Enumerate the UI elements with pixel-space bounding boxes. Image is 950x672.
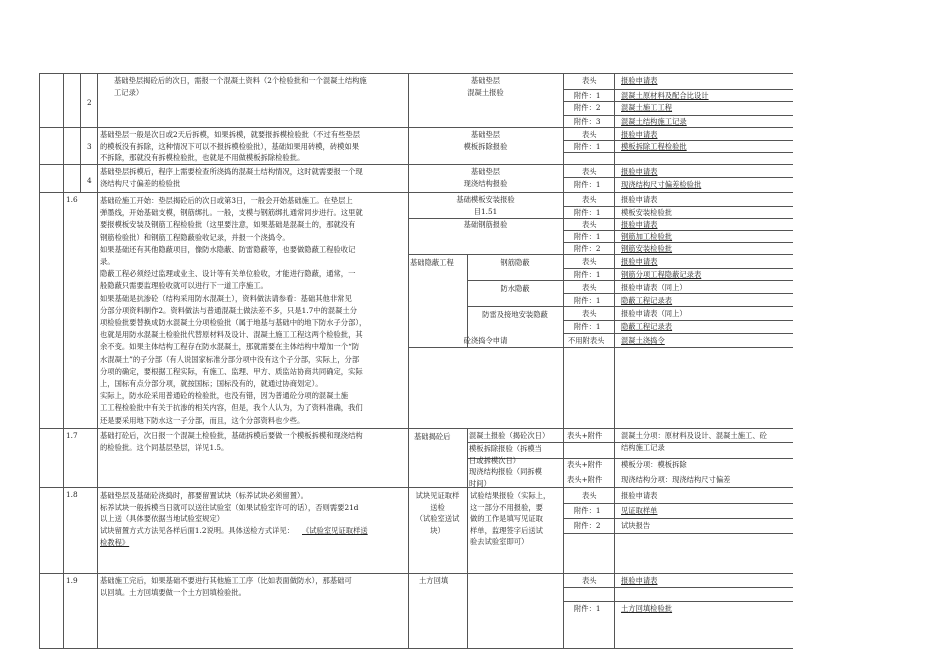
table-border <box>63 73 64 648</box>
row-description: 还是要采用地下防水这一子分部，而且，这个分部资料也少些。 <box>100 415 305 425</box>
row-description: 如果基础是抗渗砼（结构采用防水混凝土），资料做法请参看：基础其他非常见 <box>100 293 352 303</box>
row-label: 附件：2 <box>574 521 601 530</box>
row-description: 录。 <box>100 257 115 266</box>
row-description: 的检验批。这个同基层垫层，详见1.5。 <box>100 442 229 452</box>
row-description: 以上送（具体要依据当地试验室规定） <box>100 514 225 523</box>
form-link[interactable]: 报验申请表 <box>621 257 658 266</box>
form-value: 报验申请表（同上） <box>621 309 687 318</box>
table-border <box>563 442 793 443</box>
form-link[interactable]: 报验申请表 <box>621 576 658 585</box>
form-link[interactable]: 土方回填检验批 <box>621 604 673 613</box>
table-border <box>563 254 793 255</box>
form-link[interactable]: 钢筋加工检验批 <box>621 232 673 241</box>
row-number: 1.7 <box>66 431 78 440</box>
table-border <box>563 152 793 153</box>
row-description: 分部分项资料制作2。资料做法与普通混凝土做法差不多，只是1.7中的混凝土分 <box>100 305 358 315</box>
row-description: 的模板没有拆除，这种情况下可以不报拆模检验批），基础如果用砖模，砖模如果 <box>100 141 360 151</box>
row-label: 表头 <box>582 257 597 266</box>
form-value: 模板安装检验批 <box>621 208 673 217</box>
row-label: 表头 <box>582 491 597 500</box>
row-label: 附件：1 <box>574 208 601 217</box>
report-note: 这一部分不用报验，要 <box>470 502 543 512</box>
report-item: 现浇结构报验 <box>463 178 508 188</box>
form-value: 结构施工记录 <box>621 442 665 452</box>
row-label: 表头 <box>582 220 597 229</box>
form-value: 报验申请表（同上） <box>621 283 687 292</box>
form-link[interactable]: 混凝土结构施工记录 <box>621 117 687 126</box>
sub-item: 模板拆除报验（拆模当 <box>469 444 542 453</box>
row-description: 基础砼施工开始：垫层揭砼后的次日或第3日，一般会开始基础施工。在垫层上 <box>100 196 353 205</box>
row-description: 隐蔽工程必须经过监理或业主、设计等有关单位验收，才能进行隐蔽，通常，一 <box>100 269 356 279</box>
report-item: 土方回填 <box>419 576 449 585</box>
table-border <box>563 177 793 178</box>
row-label: 附件：1 <box>574 270 601 279</box>
form-value: 混凝土分项：原材料及设计、混凝土施工、砼 <box>621 431 767 440</box>
table-border <box>39 192 793 193</box>
row-label: 附件：3 <box>574 117 601 126</box>
form-link[interactable]: 混凝土原材料及配合比设计 <box>621 91 709 100</box>
row-description: 项检验批要替换成防水混凝土分项检验批（属于地基与基础中的地下防水子分部）， <box>100 318 367 327</box>
row-description: 也就是用防水混凝土检验批代替原材料及设计、混凝土施工工程这两个检验批，其 <box>100 330 363 340</box>
row-label: 附件：1 <box>574 91 601 100</box>
row-description: 弹墨线，开始基础支模，钢筋绑扎。一般，支模与钢筋绑扎通常同步进行。这里就 <box>100 208 363 218</box>
table-border <box>408 347 563 348</box>
table-border <box>563 280 793 281</box>
form-link[interactable]: 现浇结构尺寸偏差检验批 <box>621 180 702 189</box>
form-value[interactable]: 隐蔽工程记录表 <box>621 322 673 331</box>
table-border <box>39 73 793 74</box>
sub-item: 现浇结构报验（同拆模 <box>469 467 542 476</box>
row-description: 工工程检验批中有关于抗渗的相关内容，但是，我个人认为，为了资料准确，我们 <box>100 403 363 413</box>
report-item: （试验室送试 <box>415 514 460 523</box>
row-label: 附件：1 <box>574 232 601 241</box>
row-label: 表头 <box>582 576 597 585</box>
row-label: 表头 <box>582 195 597 204</box>
row-label: 附件：1 <box>574 506 601 515</box>
form-link[interactable]: 钢筋安装检验批 <box>621 244 673 253</box>
row-description: 水混凝土”的子分部（有人说国家标准分部分项中没有这个子分部，实际上，分部 <box>100 354 360 364</box>
table-border <box>563 73 564 648</box>
table-border <box>39 487 793 488</box>
row-description: 以回填。土方回填要做一个土方回填检验批。 <box>100 587 246 597</box>
report-item: 目1.51 <box>473 206 498 216</box>
report-item: 基础揭砼后 <box>414 432 451 441</box>
report-item: 基础钢筋报验 <box>463 220 508 229</box>
report-note: 验去试验室即可） <box>470 537 529 546</box>
table-border <box>614 73 615 648</box>
row-description: 基础垫层一般是次日或2天后拆模，如果拆模，就要报拆模检验批（不过有些垫层 <box>100 130 361 139</box>
row-label: 表头 <box>582 309 597 318</box>
form-value: 试块报告 <box>621 521 651 530</box>
hidden-item: 防水隐蔽 <box>500 284 530 293</box>
row-label: 附件：2 <box>574 103 601 112</box>
row-description: 分项的确定，要根据工程实际，有施工、监理、甲方、质监站协商共同确定，实际 <box>100 366 363 376</box>
hidden-item: 防雷及接地安装隐蔽 <box>482 310 548 319</box>
row-label: 附件：1 <box>574 142 601 151</box>
hidden-group: 基础隐蔽工程 <box>410 258 454 267</box>
row-number: 1.8 <box>66 490 78 499</box>
row-description: 标养试块一般拆模当日就可以送往试验室（如果试验室许可的话），否则需要21d <box>100 502 359 512</box>
report-item: 送检 <box>430 502 445 512</box>
table-border <box>563 347 793 348</box>
row-label: 表头 <box>582 76 597 85</box>
row-description: 不拆除，那就没有拆模检验批，也就是不用做模板拆除检验批。 <box>100 153 305 162</box>
row-label: 表头+附件 <box>567 460 603 469</box>
form-link[interactable]: 钢筋分项工程隐蔽记录表 <box>621 270 702 279</box>
form-value: 现浇结构分项：现浇结构尺寸偏差 <box>621 475 731 484</box>
table-border <box>39 164 793 165</box>
report-item: 块） <box>430 525 445 535</box>
table-border <box>467 573 468 648</box>
row-description-link[interactable]: 《试验室见证取样送 <box>302 526 368 535</box>
report-item: 基础垫层 <box>470 76 501 85</box>
row-label: 附件：1 <box>574 604 601 613</box>
table-border <box>39 428 793 429</box>
row-description: 基础垫层拆模后，程序上需要检查所浇捣的混凝土结构情况，这时就需要报一个现 <box>100 167 363 176</box>
row-description: 基础垫层及基础砼浇捣时，都要留置试块（标养试块必须留置）。 <box>100 491 308 500</box>
form-link[interactable]: 混凝土施工工程 <box>621 103 673 112</box>
form-link[interactable]: 报验申请表 <box>621 167 658 176</box>
row-number: 1.9 <box>66 576 78 585</box>
table-border <box>39 127 793 128</box>
table-border <box>408 254 563 255</box>
table-border <box>80 73 81 192</box>
row-label: 表头+附件 <box>567 431 603 440</box>
row-label: 不用附表头 <box>568 336 605 345</box>
row-description: 要报模板安装及钢筋工程检验批（这里要注意，如果基础是混凝土的，那就没有 <box>100 220 356 230</box>
report-item: 混凝土报验 <box>467 87 504 97</box>
table-border <box>467 306 563 307</box>
table-border <box>563 293 793 294</box>
table-border <box>467 280 563 281</box>
hidden-item: 钢筋隐蔽 <box>500 258 530 267</box>
form-link[interactable]: 报验申请表 <box>621 76 658 85</box>
table-border <box>563 333 793 334</box>
table-border <box>467 487 468 573</box>
row-description: 工记录） <box>114 87 144 97</box>
row-label: 表头 <box>582 167 597 176</box>
report-item: 试块见证取样 <box>415 491 460 500</box>
form-link[interactable]: 报验申请表 <box>621 130 658 139</box>
row-description: 基础垫层揭砼后的次日，需报一个混凝土资料（2个检验批和一个混凝土结构施 <box>114 76 367 85</box>
row-description: 基础打砼后，次日报一个混凝土检验批，基础拆模后要做一个模板拆模和现浇结构 <box>100 431 363 440</box>
row-description: 般隐蔽只需要监理验收就可以进行下一道工序施工。 <box>100 281 268 291</box>
table-border <box>563 587 793 588</box>
row-description: 实际上，防水砼采用普通砼的检验批，也没有错，因为普通砼分项的混凝土施 <box>100 391 349 401</box>
row-number: 3 <box>87 142 92 151</box>
table-border <box>563 518 793 519</box>
sub-item: 时间） <box>469 478 491 488</box>
table-border <box>563 533 793 534</box>
report-item: 基础模板安装报验 <box>456 195 515 204</box>
table-border <box>408 73 409 648</box>
row-number: 1.6 <box>66 195 78 204</box>
form-value: 模板分项：模板拆除 <box>621 460 687 469</box>
table-border <box>563 601 793 602</box>
row-description: 钢筋检验批）和钢筋工程隐蔽验收记录，并报一个浇捣令。 <box>100 232 290 242</box>
report-item: 砼浇捣令申请 <box>463 336 508 345</box>
report-item: 模板拆除报验 <box>463 141 508 151</box>
report-note: 做的工作是填写见证取 <box>470 514 543 523</box>
row-description: 试块留置方式方法见各样后面1.2说明。具体送检方式详见： <box>100 525 295 535</box>
row-description: 上，国标有点分部分项，就按国标；国标没有的，就通过协商划定）。 <box>100 379 323 388</box>
form-value: 报验申请表 <box>621 491 658 500</box>
row-label: 表头 <box>582 283 597 292</box>
form-value[interactable]: 隐蔽工程记录表 <box>621 296 673 305</box>
report-note: 试验结果报验（实际上， <box>470 491 551 500</box>
form-value: 报验申请表 <box>621 195 658 204</box>
form-link[interactable]: 混凝土浇捣令 <box>621 336 665 345</box>
sub-item: 日或拆模次日） <box>469 455 521 465</box>
table-border <box>39 573 793 574</box>
table-border <box>97 73 98 648</box>
form-link[interactable]: 报验申请表 <box>621 220 658 229</box>
report-item: 基础垫层 <box>470 167 501 176</box>
form-link[interactable]: 模板拆除工程检验批 <box>621 142 687 151</box>
table-border <box>563 218 793 219</box>
table-border <box>39 73 40 648</box>
row-number: 4 <box>87 176 92 185</box>
table-border <box>563 503 793 504</box>
table-border <box>563 306 793 307</box>
row-label: 附件：2 <box>574 244 601 253</box>
row-label: 附件：1 <box>574 296 601 305</box>
row-description: 浇结构尺寸偏差的检验批 <box>100 178 181 188</box>
form-value[interactable]: 见证取样单 <box>621 506 658 515</box>
row-description: 基础施工完后，如果基础不要进行其他施工工序（比如表面做防水），那基础可 <box>100 576 352 585</box>
report-note: 样单，监理签字后送试 <box>470 525 543 535</box>
row-description: 余不变。如果主体结构工程存在防水混凝土，那就需要在主体结构中增加一个“防 <box>100 342 360 352</box>
table-border <box>39 648 793 649</box>
row-label: 附件：1 <box>574 322 601 331</box>
row-label: 表头+附件 <box>567 475 603 484</box>
row-description-link[interactable]: 检教程》 <box>100 538 130 547</box>
row-label: 附件：1 <box>574 180 601 189</box>
row-number: 2 <box>87 98 92 107</box>
sub-item: 混凝土报验（揭砼次日） <box>469 431 550 440</box>
row-label: 表头 <box>582 130 597 139</box>
row-description: 如果基础还有其他隐蔽项目，像防水隐蔽、防雷隐蔽等，也要做隐蔽工程验收记 <box>100 244 356 254</box>
report-item: 基础垫层 <box>470 130 501 139</box>
